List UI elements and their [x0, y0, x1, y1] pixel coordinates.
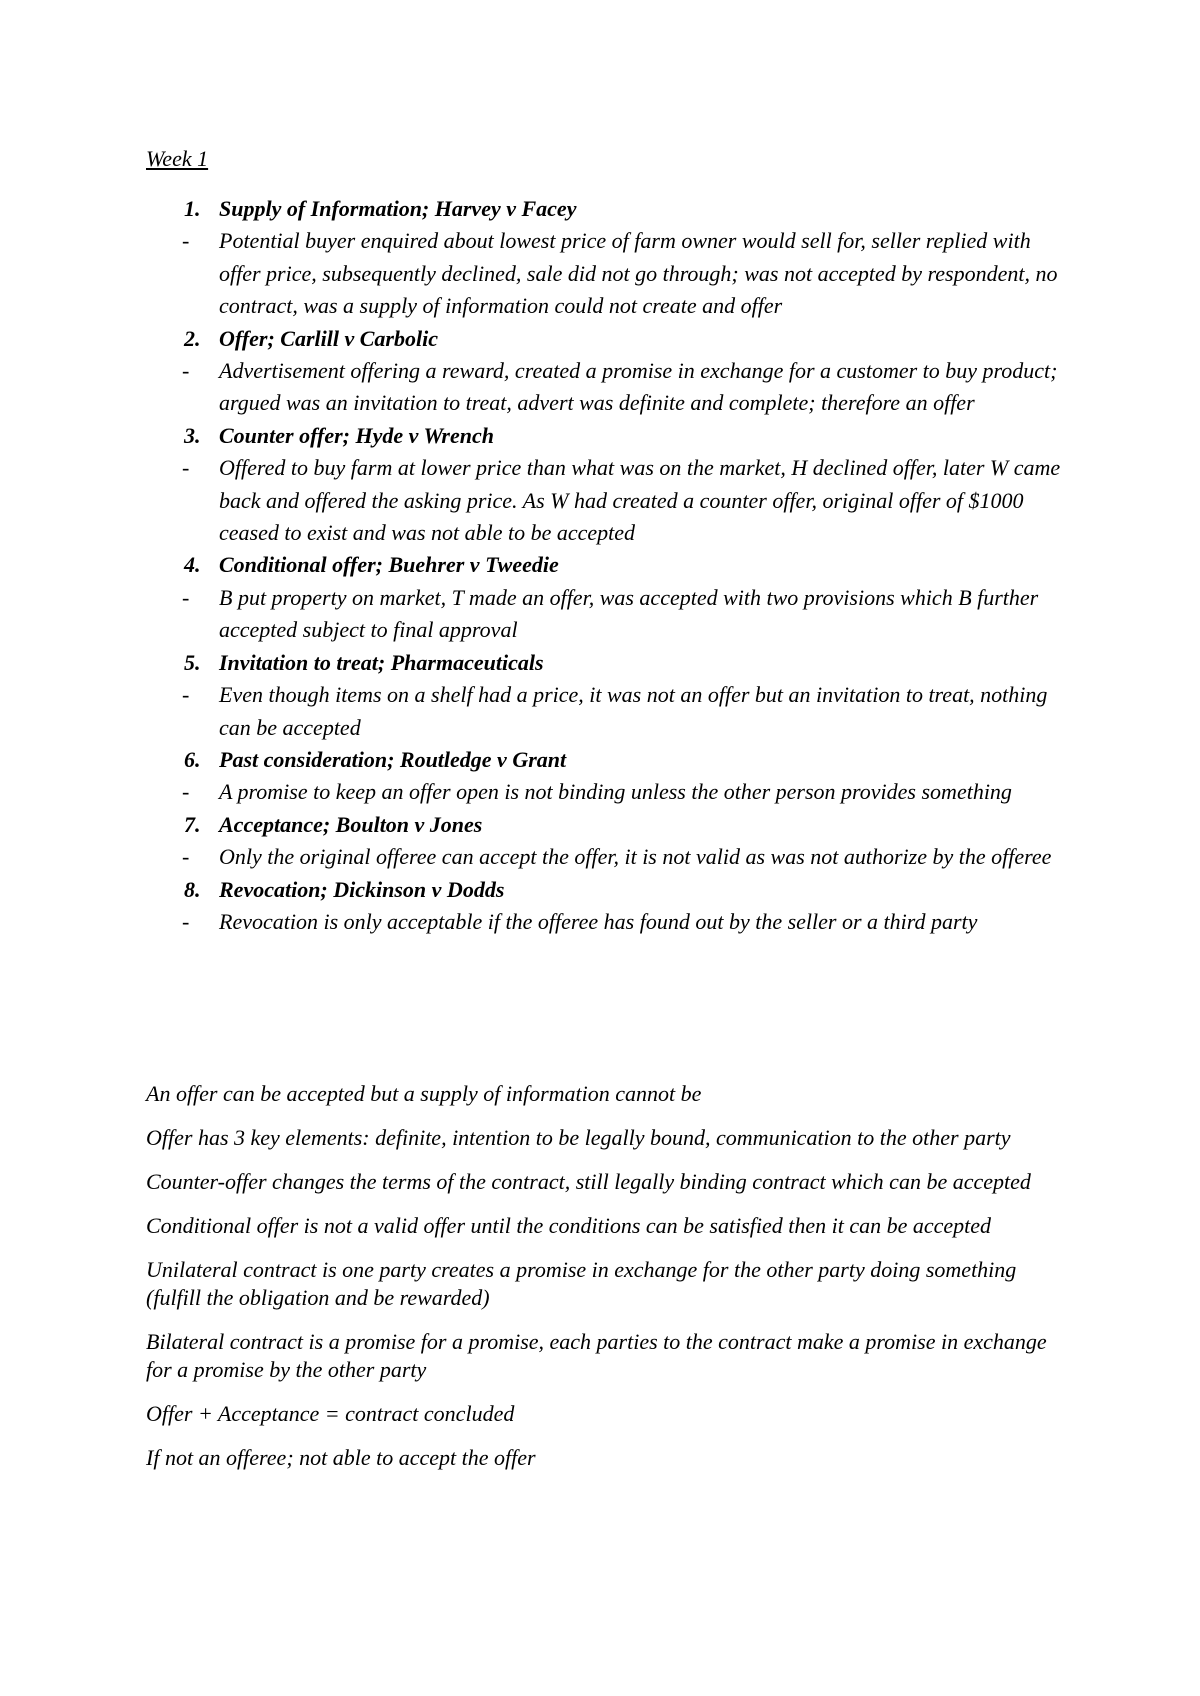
dash-bullet: - — [182, 584, 190, 610]
note-paragraph: Counter-offer changes the terms of the contract, still legally binding contract which can be accepted — [146, 1169, 1031, 1194]
case-number: 7. — [184, 811, 201, 837]
case-number: 1. — [184, 196, 201, 221]
case-detail — [0, 452, 1069, 549]
case-heading — [0, 647, 1200, 679]
case-detail-text: Potential buyer enquired about lowest price of farm owner would sell for, seller replied with offer price, subsequently declined, sale did not go through; was not accepted by respondent, no contract, was a supply of information could not create and offer — [219, 228, 1058, 319]
case-heading — [0, 744, 1200, 776]
case-detail — [0, 906, 1069, 938]
case-heading-text: Supply of Information; Harvey v Facey — [219, 196, 577, 221]
case-heading-text: Revocation; Dickinson v Dodds — [219, 876, 505, 902]
case-detail-text: Revocation is only acceptable if the offeree has found out by the seller or a third party — [219, 908, 978, 934]
dash-bullet: - — [182, 682, 190, 708]
dash-bullet: - — [182, 844, 190, 870]
case-heading-text: Offer; Carlill v Carbolic — [219, 325, 438, 351]
note-paragraph: Offer has 3 key elements: definite, intention to be legally bound, communication to the other party — [146, 1125, 1011, 1150]
case-heading — [0, 193, 1200, 225]
note-paragraph: Offer + Acceptance = contract concluded — [146, 1401, 515, 1426]
case-heading-text: Conditional offer; Buehrer v Tweedie — [219, 552, 559, 578]
note-paragraph: If not an offeree; not able to accept the offer — [146, 1445, 536, 1470]
case-detail — [0, 776, 1069, 808]
dash-bullet: - — [182, 779, 190, 805]
case-heading — [0, 549, 1200, 581]
case-detail-text: Advertisement offering a reward, created a promise in exchange for a customer to buy product; argued was an invitation to treat, advert was definite and complete; therefore an offer — [219, 358, 1058, 416]
case-detail-text: Only the original offeree can accept the offer, it is not valid as was not authorize by the offeree — [219, 844, 1052, 870]
note-paragraph: Unilateral contract is one party creates a promise in exchange for the other party doing something (fulfill the obligation and be rewarded) — [146, 1257, 1017, 1310]
case-heading — [0, 420, 1200, 452]
case-detail-text: B put property on market, T made an offer, was accepted with two provisions which B further accepted subject to final approval — [219, 584, 1039, 643]
case-heading-text: Past consideration; Routledge v Grant — [219, 746, 567, 772]
case-heading-text: Acceptance; Boulton v Jones — [219, 811, 483, 837]
case-detail — [0, 225, 1069, 322]
case-detail-text: Even though items on a shelf had a price, it was not an offer but an invitation to treat, nothing can be accepted — [219, 682, 1048, 740]
case-detail — [0, 841, 1069, 873]
case-heading-text: Counter offer; Hyde v Wrench — [219, 422, 494, 448]
dash-bullet: - — [182, 228, 190, 254]
case-number: 2. — [184, 325, 201, 351]
week-heading: Week 1 — [146, 146, 209, 171]
case-detail — [0, 582, 1069, 647]
case-heading — [0, 874, 1200, 906]
case-number: 3. — [184, 422, 201, 448]
case-heading — [0, 323, 1200, 355]
dash-bullet: - — [182, 358, 190, 384]
note-paragraph: An offer can be accepted but a supply of information cannot be — [146, 1081, 702, 1106]
dash-bullet: - — [182, 455, 190, 481]
case-number: 6. — [184, 746, 201, 772]
note-paragraph: Conditional offer is not a valid offer until the conditions can be satisfied then it can be accepted — [146, 1213, 992, 1238]
case-detail-text: Offered to buy farm at lower price than what was on the market, H declined offer, later W came back and offered the asking price. As W had created a counter offer, original offer of $1000 ceased to exist and was not able to be accepted — [219, 455, 1061, 546]
case-detail-text: A promise to keep an offer open is not binding unless the other person provides something — [219, 779, 1012, 805]
case-heading-text: Invitation to treat; Pharmaceuticals — [219, 649, 544, 675]
summary-notes — [146, 1080, 1066, 1488]
case-number: 5. — [184, 649, 201, 675]
case-detail — [0, 355, 1069, 420]
case-detail — [0, 679, 1069, 744]
case-number: 8. — [184, 876, 201, 902]
case-number: 4. — [184, 552, 201, 578]
note-paragraph: Bilateral contract is a promise for a promise, each parties to the contract make a promise in exchange for a promise by the other party — [146, 1329, 1047, 1382]
case-list — [0, 193, 1200, 938]
case-heading — [0, 809, 1200, 841]
dash-bullet: - — [182, 908, 190, 934]
